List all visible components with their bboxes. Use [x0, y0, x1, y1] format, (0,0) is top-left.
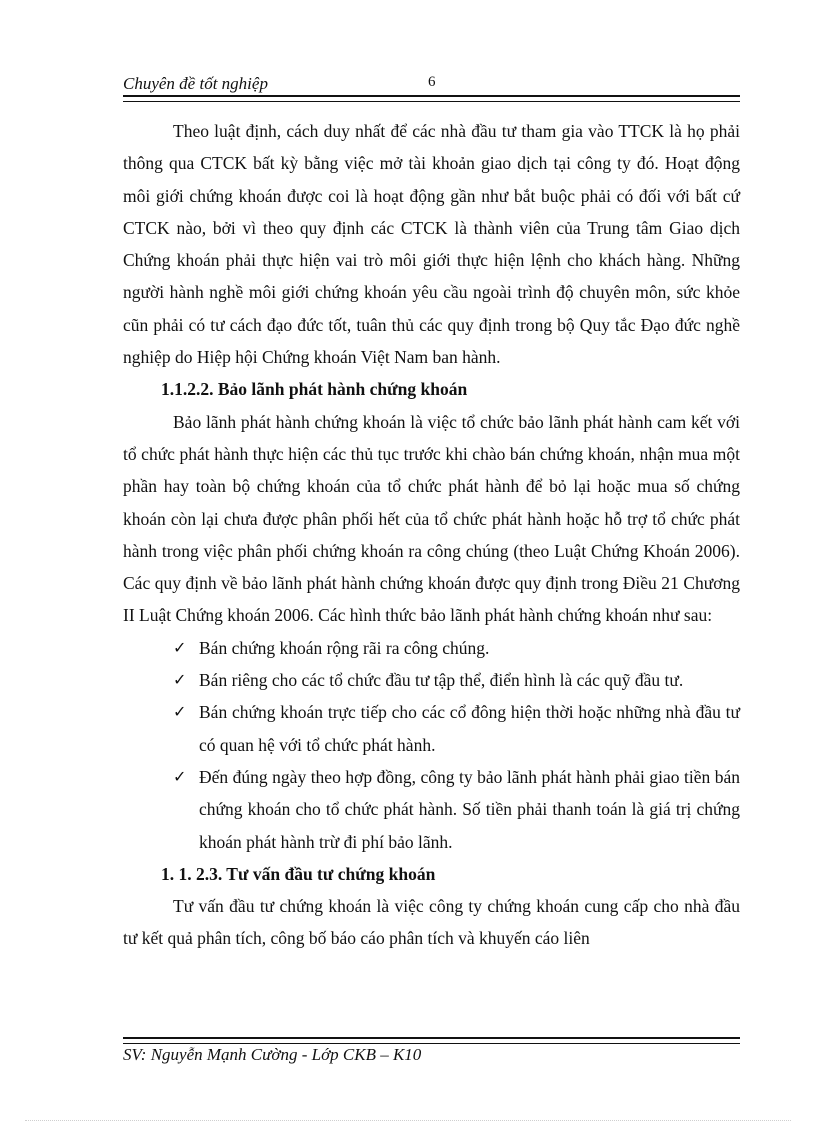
paragraph-underwriting: Bảo lãnh phát hành chứng khoán là việc tổ chức bảo lãnh phát hành cam kết với tổ chức phát hành thực hiện các thủ tục trước khi chào bán chứng khoán, nhận mua một phần hay toàn bộ chứng khoán của tổ chức phát hành để bỏ lại hoặc mua số chứng khoán còn lại chưa được phân phối hết của tổ chức phát hành hoặc hỗ trợ tổ chức phát hành trong việc phân phối chứng khoán ra công chúng (theo Luật Chứng Khoán 2006). Các quy định về bảo lãnh phát hành chứng khoán được quy định trong Điều 21 Chương II Luật Chứng khoán 2006. Các hình thức bảo lãnh phát hành chứng khoán như sau:	[123, 411, 740, 626]
page-edge-divider	[25, 1120, 791, 1121]
list-item	[173, 761, 740, 858]
page-footer: SV: Nguyễn Mạnh Cường - Lớp CKB – K10	[123, 1045, 422, 1064]
section-heading-advisory: 1. 1. 2.3. Tư vấn đầu tư chứng khoán	[161, 863, 436, 884]
list-item-text: Bán chứng khoán rộng rãi ra công chúng.	[199, 637, 490, 658]
document-body	[123, 115, 740, 955]
check-icon: ✓	[173, 670, 187, 690]
section-heading-underwriting: 1.1.2.2. Bảo lãnh phát hành chứng khoán	[161, 379, 468, 400]
header-title: Chuyên đề tốt nghiệp	[123, 74, 268, 93]
list-item	[173, 696, 740, 761]
paragraph-advisory: Tư vấn đầu tư chứng khoán là việc công ty chứng khoán cung cấp cho nhà đầu tư kết quả phân tích, công bố báo cáo phân tích và khuyến cáo liên	[123, 896, 740, 949]
list-item	[173, 632, 740, 664]
list-item-text: Bán riêng cho các tổ chức đầu tư tập thể, điển hình là các quỹ đầu tư.	[199, 670, 684, 691]
paragraph-brokerage: Theo luật định, cách duy nhất để các nhà đầu tư tham gia vào TTCK là họ phải thông qua CTCK bất kỳ bằng việc mở tài khoản giao dịch tại công ty đó. Hoạt động môi giới chứng khoán được coi là hoạt động gần như bắt buộc phải có đối với bất cứ CTCK nào, bởi vì theo quy định các CTCK là thành viên của Trung tâm Giao dịch Chứng khoán phải thực hiện vai trò môi giới thực hiện lệnh cho khách hàng. Những người hành nghề môi giới chứng khoán yêu cầu ngoài trình độ chuyên môn, sức khỏe cũn phải có tư cách đạo đức tốt, tuân thủ các quy định trong bộ Quy tắc Đạo đức nghề nghiệp do Hiệp hội Chứng khoán Việt Nam ban hành.	[123, 121, 740, 368]
check-icon: ✓	[173, 766, 187, 786]
list-item	[173, 664, 740, 696]
page-number: 6	[428, 74, 436, 90]
page-header	[123, 72, 740, 94]
footer-rule	[123, 1037, 740, 1044]
list-item-text: Bán chứng khoán trực tiếp cho các cổ đông hiện thời hoặc những nhà đầu tư có quan hệ với tổ chức phát hành.	[199, 702, 740, 755]
header-rule	[123, 95, 740, 102]
list-item-text: Đến đúng ngày theo hợp đồng, công ty bảo lãnh phát hành phải giao tiền bán chứng khoán cho tổ chức phát hành. Số tiền phải thanh toán là giá trị chứng khoán phát hành trừ đi phí bảo lãnh.	[199, 766, 740, 852]
underwriting-forms-list	[123, 632, 740, 858]
check-icon: ✓	[173, 702, 187, 722]
check-icon: ✓	[173, 637, 187, 657]
